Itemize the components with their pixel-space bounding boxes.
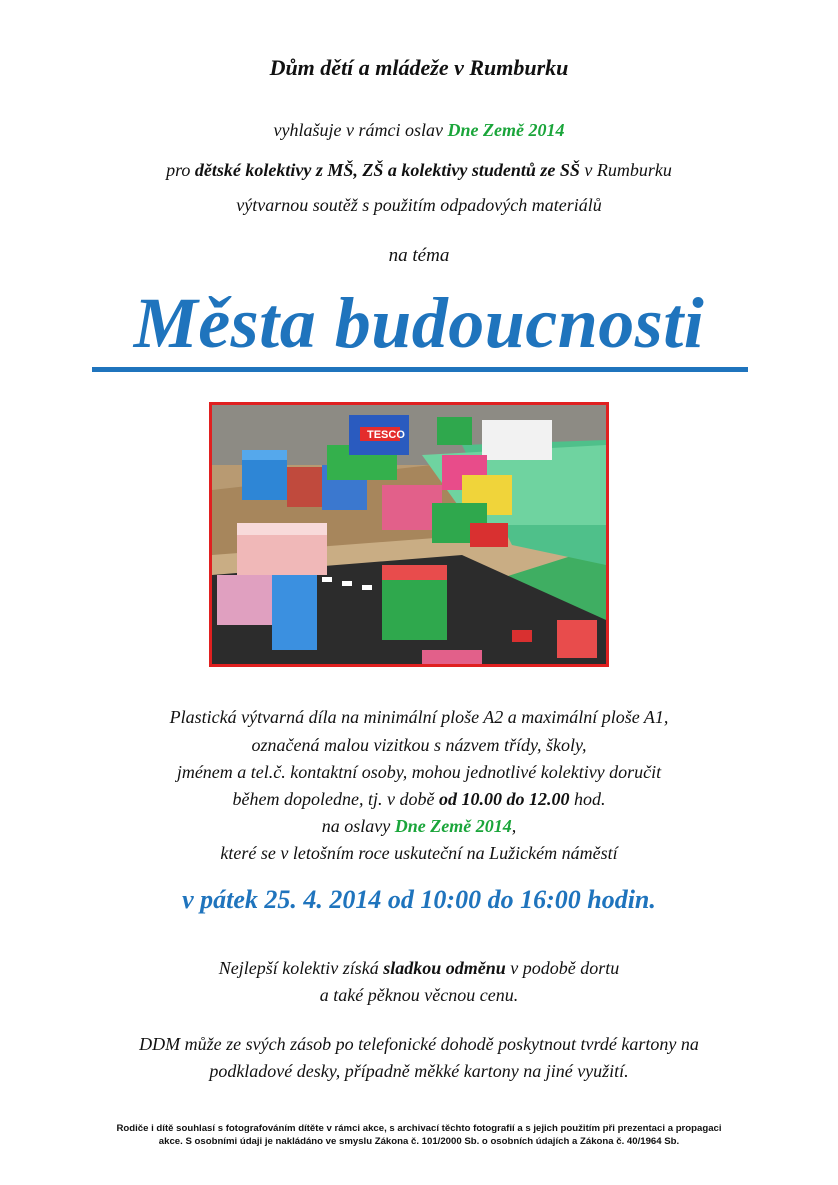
consent-footer-line-2: akce. S osobními údaji je nakládáno ve smyslu Zákona č. 101/2000 Sb. o osobních údajích a Zákona č. 40/1964 Sb.	[158, 1136, 680, 1147]
page-title: Města budoucnosti	[133, 283, 705, 363]
body-line-2: označená malou vizitkou s názvem třídy, školy,	[251, 735, 587, 755]
body-line-1: Plastická výtvarná díla na minimální ploše A2 a maximální ploše A1,	[169, 707, 669, 727]
delivery-time: od 10.00 do 12.00	[438, 789, 570, 809]
theme-label: na téma	[388, 245, 450, 266]
intro-line-1	[0, 120, 838, 141]
body-line-4-prefix: během dopoledne, tj. v době	[232, 789, 435, 809]
prize-highlight: sladkou odměnu	[383, 958, 506, 978]
model-city-photo	[209, 402, 609, 667]
event-date: v pátek 25. 4. 2014 od 10:00 do 16:00 hodin.	[182, 885, 656, 914]
ddm-note-line-2: podkladové desky, případně měkké kartony na jiné využití.	[209, 1061, 629, 1081]
prize-line-1-suffix: v podobě dortu	[510, 958, 620, 978]
body-line-5	[0, 816, 838, 837]
model-city-illustration	[212, 405, 606, 664]
event-name: Dne Země 2014	[447, 120, 565, 140]
event-name-body: Dne Země 2014	[394, 816, 512, 836]
store-sign-text: TESCO	[367, 429, 405, 441]
intro-line-3: výtvarnou soutěž s použitím odpadových materiálů	[236, 195, 602, 215]
consent-footer-line-1: Rodiče i dítě souhlasí s fotografováním dítěte v rámci akce, s archivací těchto fotografií a s jejich použitím při prezentaci a propagaci	[116, 1123, 722, 1134]
organizer-heading: Dům dětí a mládeže v Rumburku	[269, 55, 569, 80]
target-groups: dětské kolektivy z MŠ, ZŠ a kolektivy studentů ze SŠ	[194, 160, 580, 180]
body-line-5-prefix: na oslavy	[321, 816, 391, 836]
prize-line-1-prefix: Nejlepší kolektiv získá	[218, 958, 379, 978]
prize-line-2: a také pěknou věcnou cenu.	[319, 985, 519, 1005]
prize-line-1	[0, 958, 838, 979]
intro-line-2-suffix: v Rumburku	[584, 160, 672, 180]
ddm-note-line-1: DDM může ze svých zásob po telefonické dohodě poskytnout tvrdé kartony na	[139, 1034, 699, 1054]
intro-line-2-prefix: pro	[166, 160, 191, 180]
title-underline	[92, 367, 748, 372]
intro-line-2	[0, 160, 838, 181]
body-line-6: které se v letošním roce uskuteční na Lužickém náměstí	[220, 843, 618, 863]
intro-line-1-prefix: vyhlašuje v rámci oslav	[273, 120, 443, 140]
body-line-5-suffix: ,	[511, 816, 517, 836]
body-line-4	[0, 789, 838, 810]
body-line-3: jménem a tel.č. kontaktní osoby, mohou jednotlivé kolektivy doručit	[176, 762, 662, 782]
body-line-4-suffix: hod.	[573, 789, 606, 809]
